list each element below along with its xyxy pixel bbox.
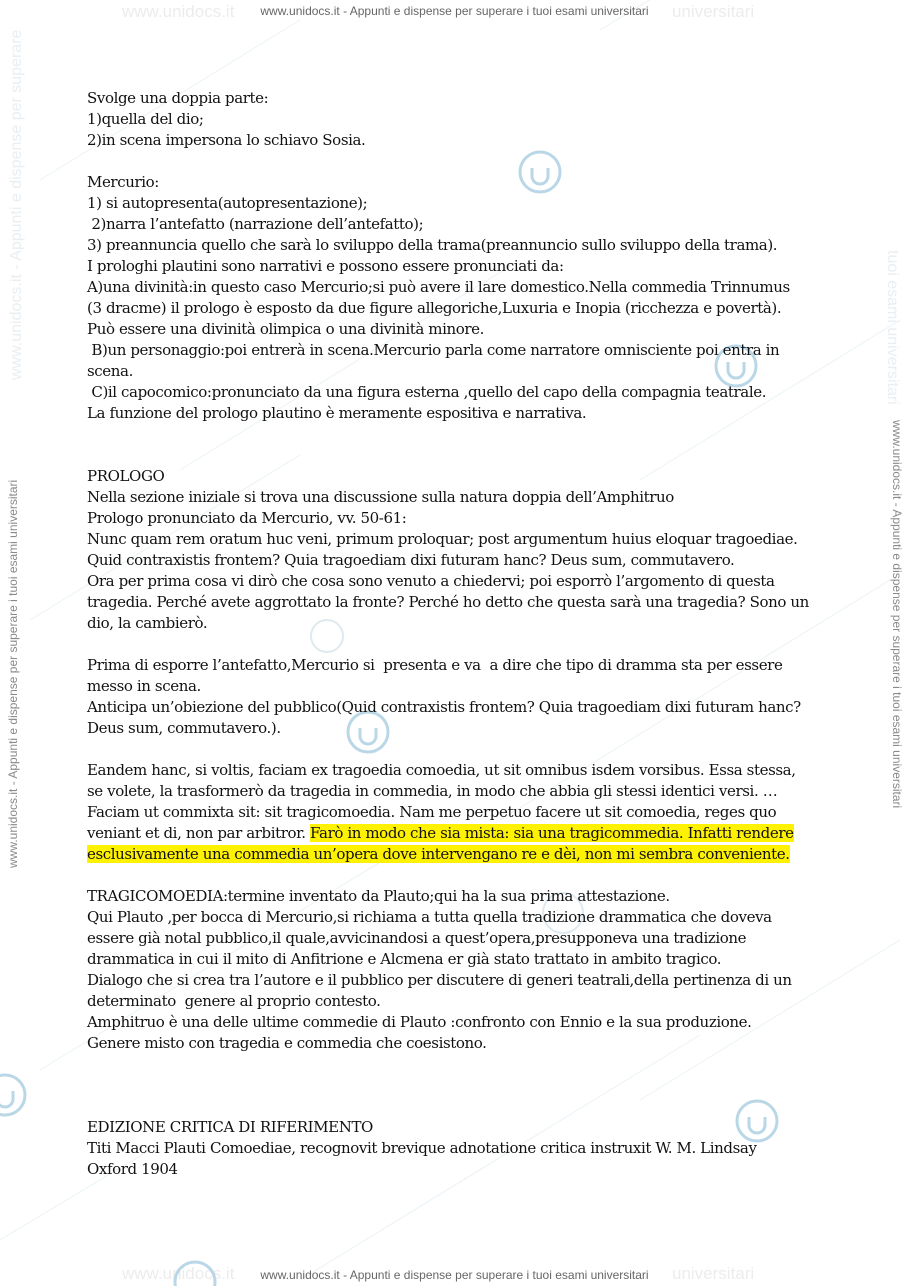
text-line: Amphitruo è una delle ultime commedie di Plauto :confronto con Ennio e la sua produzione. (87, 1013, 752, 1031)
text-line-mixed (87, 823, 827, 844)
watermark-faint-top-right: universitari (672, 2, 755, 21)
section-heading: EDIZIONE CRITICA DI RIFERIMENTO (87, 1118, 373, 1136)
text-line: se volete, la trasformerò da tragedia in commedia, in modo che abbia gli stessi identici versi. … (87, 782, 778, 800)
text-line: La funzione del prologo plautino è meramente espositiva e narrativa. (87, 404, 587, 422)
spacer (87, 151, 827, 172)
text-line: drammatica in cui il mito di Anfitrione e Alcmena er già stato trattato in ambito tragico. (87, 950, 722, 968)
text-line-highlight (87, 844, 827, 865)
spacer (87, 865, 827, 886)
section-heading: TRAGICOMOEDIA:termine inventato da Plauto;qui ha la sua prima attestazione. (87, 887, 670, 905)
text-line: Ora per prima cosa vi dirò che cosa sono venuto a chiedervi; poi esporrò l’argomento di questa (87, 572, 775, 590)
spacer (87, 1054, 827, 1096)
text-line: tragedia. Perché avete aggrottato la fronte? Perché ho detto che questa sarà una tragedia? Sono un (87, 593, 809, 611)
highlighted-text: Farò in modo che sia mista: sia una tragicommedia. Infatti rendere (310, 824, 794, 842)
text-line: Nella sezione iniziale si trova una discussione sulla natura doppia dell’Amphitruo (87, 488, 674, 506)
text-line: Dialogo che si crea tra l’autore e il pubblico per discutere di generi teatrali,della pertinenza di un (87, 971, 792, 989)
antefatto-section (87, 655, 827, 739)
mercurio-section (87, 172, 827, 424)
text-line: Anticipa un’obiezione del pubblico(Quid contraxistis frontem? Quia tragoediam dixi futuram hanc? (87, 698, 801, 716)
watermark-header: www.unidocs.it - Appunti e dispense per superare i tuoi esami universitari (260, 4, 649, 18)
watermark-side-right: www.unidocs.it - Appunti e dispense per superare i tuoi esami universitari (890, 420, 904, 809)
spacer (87, 1096, 827, 1117)
highlighted-text: esclusivamente una commedia un’opera dove intervengano re e dèi, non mi sembra conveniente. (87, 845, 790, 863)
text-line: Oxford 1904 (87, 1160, 178, 1178)
watermark-side-left: www.unidocs.it - Appunti e dispense per superare i tuoi esami universitari (6, 479, 20, 868)
tragicomoedia-section (87, 886, 827, 1054)
text-line: A)una divinità:in questo caso Mercurio;si può avere il lare domestico.Nella commedia Trinnumus (87, 278, 790, 296)
text-line: Prologo pronunciato da Mercurio, vv. 50-61: (87, 509, 407, 527)
watermark-footer: www.unidocs.it - Appunti e dispense per superare i tuoi esami universitari (260, 1268, 649, 1282)
text-line: I prologhi plautini sono narrativi e possono essere pronunciati da: (87, 257, 564, 275)
prologo-section (87, 466, 827, 634)
document-body (87, 88, 827, 1180)
text-line: 2)in scena impersona lo schiavo Sosia. (87, 131, 366, 149)
watermark-faint-side-left: www.unidocs.it - Appunti e dispense per superare (8, 29, 25, 380)
spacer (87, 739, 827, 760)
watermark-faint-bottom-right: universitari (672, 1264, 755, 1283)
spacer (87, 634, 827, 655)
text-line: Può essere una divinità olimpica o una divinità minore. (87, 320, 485, 338)
text-line: 1)quella del dio; (87, 110, 204, 128)
spacer (87, 424, 827, 466)
text-line: (3 dracme) il prologo è esposto da due figure allegoriche,Luxuria e Inopia (ricchezza e povertà). (87, 299, 782, 317)
text-line: 3) preannuncia quello che sarà lo sviluppo della trama(preannuncio sullo sviluppo della trama). (87, 236, 778, 254)
text-line: B)un personaggio:poi entrerà in scena.Mercurio parla come narratore omnisciente poi entra in (87, 341, 780, 359)
text-line: 1) si autopresenta(autopresentazione); (87, 194, 368, 212)
text-line: scena. (87, 362, 133, 380)
text-line: Svolge una doppia parte: (87, 89, 269, 107)
text-line: Titi Macci Plauti Comoediae, recognovit brevique adnotatione critica instruxit W. M. Lindsay (87, 1139, 757, 1157)
edizione-section (87, 1117, 827, 1180)
watermark-faint-side-right: tuoi esami universitari (884, 250, 901, 405)
text-line: Qui Plauto ,per bocca di Mercurio,si richiama a tutta quella tradizione drammatica che doveva (87, 908, 772, 926)
text-line: C)il capocomico:pronunciato da una figura esterna ,quello del capo della compagnia teatrale. (87, 383, 767, 401)
intro-section (87, 88, 827, 151)
section-heading: PROLOGO (87, 467, 165, 485)
text-plain: veniant et di, non par arbitror. (87, 824, 311, 842)
watermark-faint-bottom: www.unidocs.it (122, 1264, 235, 1283)
text-line: Deus sum, commutavero.). (87, 719, 281, 737)
text-line: dio, la cambierò. (87, 614, 208, 632)
text-line: essere già notal pubblico,il quale,avvicinandosi a quest’opera,presupponeva una tradizione (87, 929, 747, 947)
text-line: Nunc quam rem oratum huc veni, primum proloquar; post argumentum huius eloquar tragoediae. (87, 530, 798, 548)
watermark-faint-top: www.unidocs.it (122, 2, 235, 21)
text-line: Prima di esporre l’antefatto,Mercurio si presenta e va a dire che tipo di dramma sta per essere (87, 656, 783, 674)
text-line: Genere misto con tragedia e commedia che coesistono. (87, 1034, 487, 1052)
text-line: Eandem hanc, si voltis, faciam ex tragoedia comoedia, ut sit omnibus isdem vorsibus. Essa stessa, (87, 761, 796, 779)
text-line: Mercurio: (87, 173, 159, 191)
text-line: determinato genere al proprio contesto. (87, 992, 381, 1010)
text-line: Faciam ut commixta sit: sit tragicomoedia. Nam me perpetuo facere ut sit comoedia, reges quo (87, 803, 777, 821)
text-line: 2)narra l’antefatto (narrazione dell’antefatto); (87, 215, 424, 233)
text-line: Quid contraxistis frontem? Quia tragoediam dixi futuram hanc? Deus sum, commutavero. (87, 551, 735, 569)
text-line: messo in scena. (87, 677, 201, 695)
eandem-section (87, 760, 827, 865)
